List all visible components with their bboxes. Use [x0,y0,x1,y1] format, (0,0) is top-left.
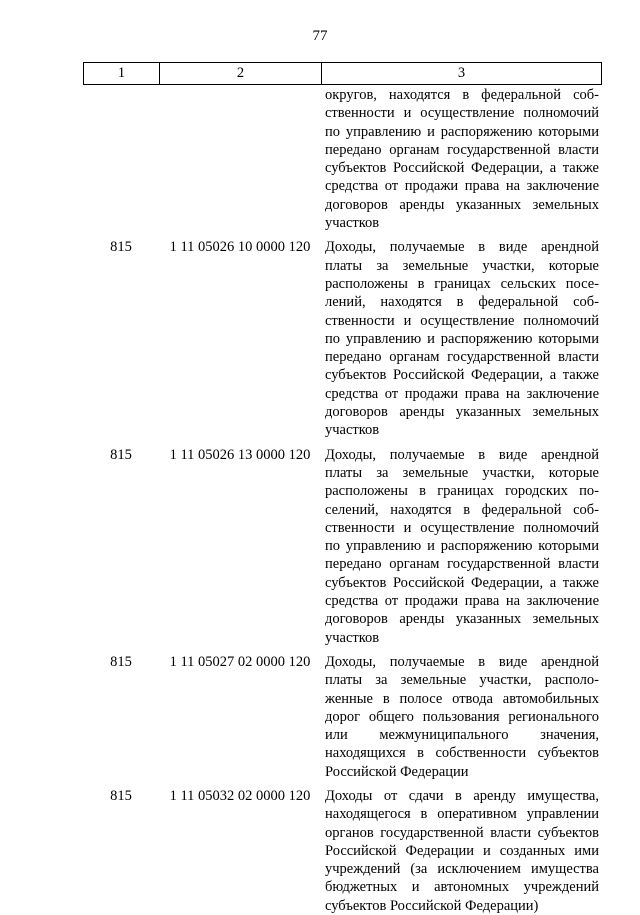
admin-code: 815 [110,239,132,256]
income-description: Доходы, получаемые в виде арендной платы за земельные участки, расположенные в полосе отвода автомобильных дорог общего пользования регионального или межмуниципального значения, находящихся в собственности субъектов Российской Федерации [325,653,599,780]
column-header-3: 3 [322,63,602,85]
table-row [83,238,601,439]
income-code: 1 11 05032 02 0000 120 [169,787,311,804]
continuation-description: округов, находятся в федеральной собственности и осуществление полномочий по управлению и распоряжению которыми передано органам государственной власти субъектов Российской Федерации, а также средства от продажи права на заключение договоров аренды указанных земельных участков [325,87,599,232]
table-row [83,787,601,915]
column-header-2: 2 [160,63,322,85]
continuation-row [83,86,601,232]
admin-code: 815 [110,446,132,463]
income-description: Доходы, получаемые в виде арендной платы за земельные участки, которые расположены в границах городских поселений, находятся в федеральной собственности и осуществление полномочий по управлению и распоряжению которыми передано органам государственной власти субъектов Российской Федерации, а также средства от продажи права на заключение договоров аренды указанных земельных участков [325,446,599,646]
income-code: 1 11 05026 13 0000 120 [169,446,311,463]
admin-code: 815 [110,653,132,670]
column-header-1: 1 [84,63,160,85]
income-description: Доходы, получаемые в виде арендной платы за земельные участки, которые расположены в границах сельских поселений, находятся в федеральной собственности и осуществление полномочий по управлению и распоряжению которыми передано органам государственной власти субъектов Российской Федерации, а также средства от продажи права на заключение договоров аренды указанных земельных участков [325,239,599,439]
table-body [83,86,601,915]
table-row [83,653,601,781]
admin-code: 815 [110,787,132,804]
income-code: 1 11 05027 02 0000 120 [169,653,311,670]
column-header-table [83,62,602,85]
page-number: 77 [312,28,328,44]
income-code: 1 11 05026 10 0000 120 [169,239,311,256]
income-description: Доходы от сдачи в аренду имущества, находящегося в оперативном управлении органов государственной власти субъектов Российской Федерации и созданных ими учреждений (за исключением имущества бюджетных и автономных учреждений субъектов Российской Федерации) [325,787,599,914]
table-row [83,446,601,647]
